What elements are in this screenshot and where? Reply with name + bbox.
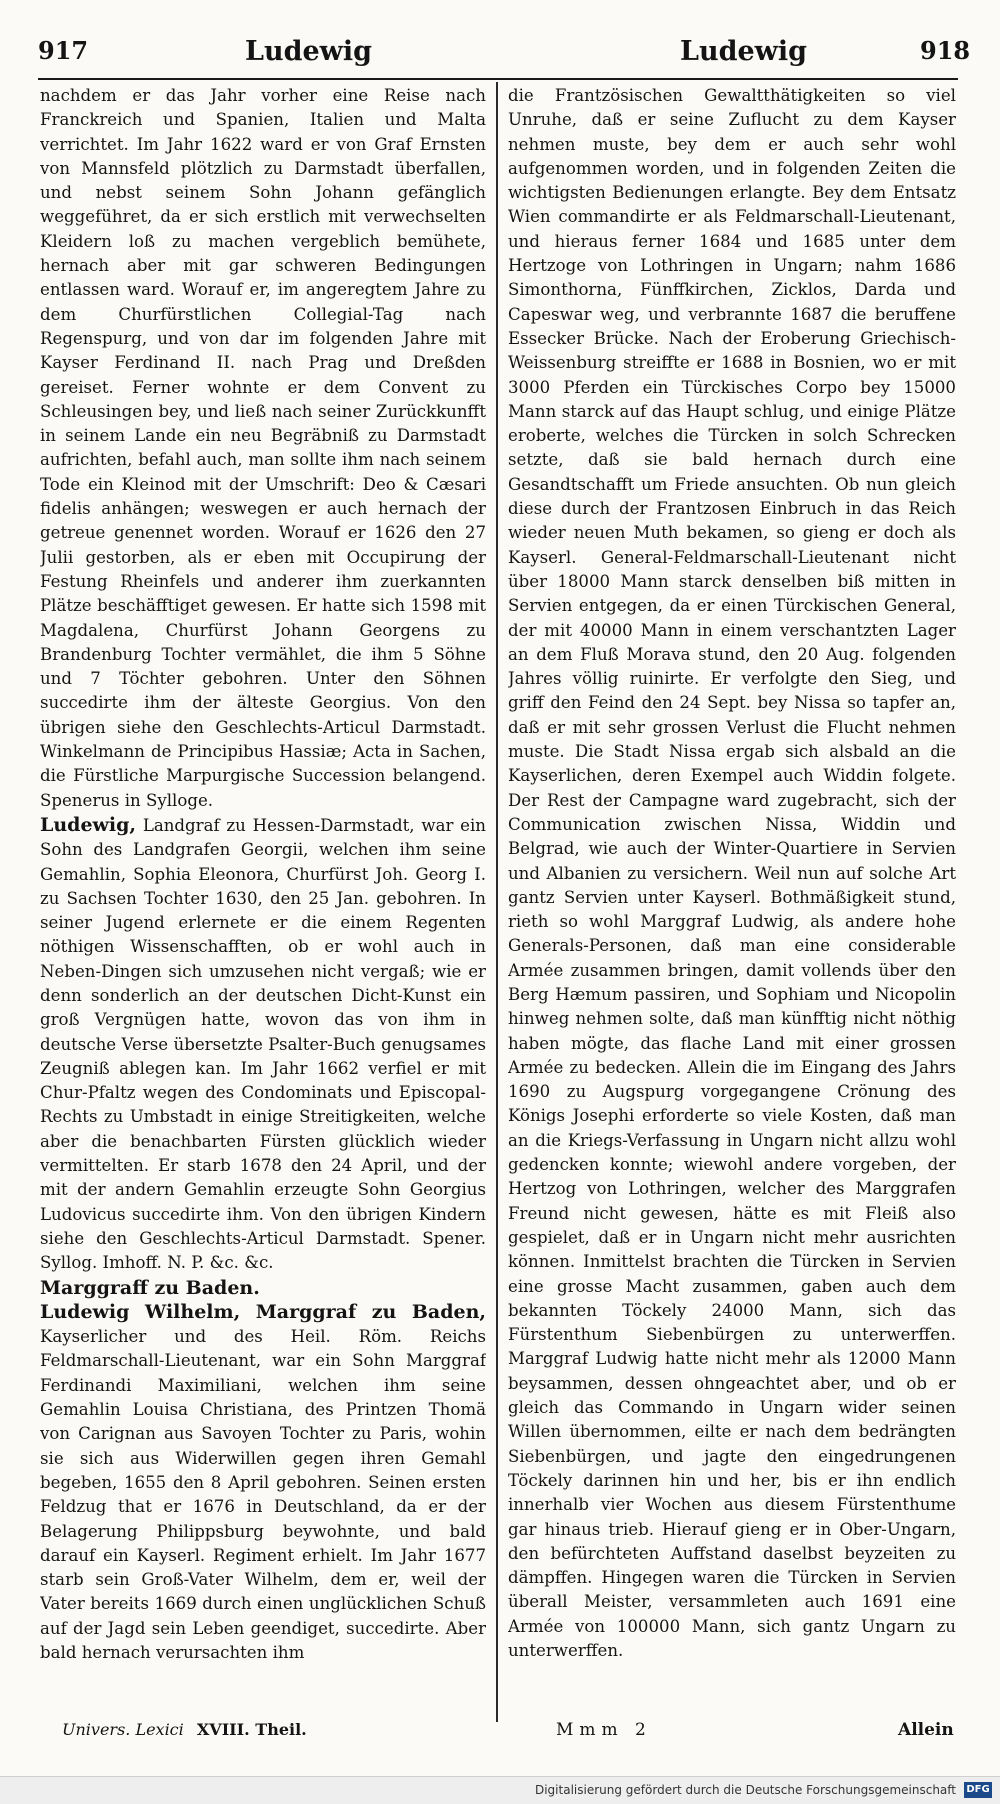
dfg-logo: DFG <box>964 1782 992 1798</box>
signature-volume: XVIII. Theil. <box>196 1720 307 1739</box>
right-text-column <box>508 84 956 1704</box>
right-page-number: 918 <box>920 36 971 65</box>
entry-ludewig-wilhelm-text: Kayserlicher und des Heil. Röm. Reichs Feldmarschall-Lieutenant, war ein Sohn Marggraf Ferdinandi Maximiliani, welchen ihm seine Gemahlin Louisa Christiana, des Printzen Thomä von Carignan aus Savoyen Tochter zu Paris, wohin sie sich aus Widerwillen gegen ihren Gemahl begeben, 1655 den 8 April gebohren. Seinen ersten Feldzug that er 1676 in Deutschland, da er der Belagerung Philippsburg beywohnte, und bald darauf ein Kayserl. Regiment erhielt. Im Jahr 1677 starb sein Groß-Vater Wilhelm, dem er, weil der Vater bereits 1669 durch einen unglücklichen Schuß auf der Jagd sein Leben geendiget, succedirte. Aber bald hernach verursachten ihm <box>40 1327 486 1662</box>
entry-ludewig-hessen-text: Landgraf zu Hessen-Darmstadt, war ein Sohn des Landgrafen Georgii, welchen ihm seine Gemahlin, Sophia Eleonora, Churfürst Joh. Georg I. zu Sachsen Tochter 1630, den 25 Jan. gebohren. In seiner Jugend erlernete er die einem Regenten nöthigen Wissenschafften, ob er wohl auch in Neben-Dingen sich umzusehen nicht vergaß; wie er denn sonderlich an der deutschen Dicht-Kunst ein groß Vergnügen hatte, wovon das von ihm in deutsche Verse übersetzte Psalter-Buch genugsames Zeugniß ablegen kan. Im Jahr 1662 verfiel er mit Chur-Pfaltz wegen des Condominats und Episcopal-Rechts zu Umbstadt in einige Streitigkeiten, welche aber die benachbarten Fürsten glücklich wieder vermittelten. Er starb 1678 den 24 April, und der mit der andern Gemahlin erzeugte Sohn Georgius Ludovicus succedirte ihm. Von den übrigen Kindern siehe den Geschlechts-Articul Darmstadt. Spener. Syllog. Imhoff. N. P. &c. &c. <box>40 815 486 1273</box>
digitization-notice: Digitalisierung gefördert durch die Deutsche Forschungsgemeinschaft <box>534 1783 956 1797</box>
catchword: Allein <box>898 1720 954 1740</box>
left-running-title: Ludewig <box>245 36 373 67</box>
section-heading-baden: Marggraff zu Baden. <box>40 1276 260 1299</box>
digitization-bar <box>0 1776 1000 1804</box>
signature-lexicon: Univers. Lexici <box>62 1720 184 1739</box>
entry-ludewig-wilhelm <box>40 1300 486 1665</box>
column-divider <box>496 82 498 1722</box>
right-running-title: Ludewig <box>680 36 808 67</box>
left-page-number: 917 <box>38 36 89 65</box>
left-text-column <box>40 84 486 1704</box>
left-paragraph-1: nachdem er das Jahr vorher eine Reise nach Franckreich und Spanien, Italien und Malta verrichtet. Im Jahr 1622 ward er von Graf Ernsten von Mannsfeld plötzlich zu Darmstadt überfallen, und nebst seinem Sohn Johann gefänglich weggeführet, da er sich erstlich mit verwechselten Kleidern loß zu machen vergeblich bemühete, hernach aber mit gar schweren Bedingungen entlassen ward. Worauf er, im angeregtem Jahre zu dem Churfürstlichen Collegial-Tag nach Regenspurg, und von dar im folgenden Jahre mit Kayser Ferdinand II. nach Prag und Dreßden gereiset. Ferner wohnte er dem Convent zu Schleusingen bey, und ließ nach seiner Zurückkunfft in seinem Lande ein neu Begräbniß zu Darmstadt aufrichten, befahl auch, man sollte ihm nach seinem Tode ein Kleinod mit der Umschrift: Deo & Cæsari fidelis anhängen; weswegen er auch hernach der getreue genennet worden. Worauf er 1626 den 27 Julii gestorben, als er eben mit Occupirung der Festung Rheinfels und anderer ihm zuerkannten Plätze beschäfftiget gewesen. Er hatte sich 1598 mit Magdalena, Churfürst Johann Georgens zu Brandenburg Tochter vermählet, die ihm 5 Söhne und 7 Töchter gebohren. Unter den Söhnen succedirte ihm der älteste Georgius. Von den übrigen siehe den Geschlechts-Articul Darmstadt. Winkelmann de Principibus Hassiæ; Acta in Sachen, die Fürstliche Marpurgische Succession belangend. Spenerus in Sylloge. <box>40 86 486 810</box>
lemma-ludewig-wilhelm: Ludewig Wilhelm, Marggraf zu Baden, <box>40 1300 486 1323</box>
header-rule <box>38 78 958 80</box>
entry-ludewig-hessen <box>40 813 486 1276</box>
signature-mark: Mmm 2 <box>556 1720 652 1740</box>
signature-line <box>62 1720 307 1739</box>
lemma-ludewig: Ludewig, <box>40 813 137 836</box>
right-paragraph-1: die Frantzösischen Gewaltthätigkeiten so viel Unruhe, daß er seine Zuflucht zu dem Kayser nehmen muste, bey dem er auch sehr wohl aufgenommen worden, und in folgenden Zeiten die wichtigsten Bedienungen erlangte. Bey dem Entsatz Wien commandirte er als Feldmarschall-Lieutenant, und hieraus ferner 1684 und 1685 unter dem Hertzoge von Lothringen in Ungarn; nahm 1686 Simonthorna, Fünffkirchen, Zicklos, Darda und Capeswar weg, und verbrannte 1687 die beruffene Essecker Brücke. Nach der Eroberung Griechisch-Weissenburg streiffte er 1688 in Bosnien, wo er mit 3000 Pferden ein Türckisches Corpo bey 15000 Mann starck auf das Haupt schlug, und einige Plätze eroberte, welches die Türcken in solch Schrecken setzte, daß sie bald hernach durch eine Gesandtschafft um Friede ansuchten. Ob nun gleich diese durch der Frantzosen Einbruch in das Reich wieder neuen Muth bekamen, so gieng er doch als Kayserl. General-Feldmarschall-Lieutenant nicht über 18000 Mann starck denselben biß mitten in Servien entgegen, da er einen Türckischen General, der mit 40000 Mann in einem verschantzten Lager an dem Fluß Morava stund, den 20 Aug. folgenden Jahres völlig ruinirte. Er verfolgte den Sieg, und griff den Feind den 24 Sept. bey Nissa so tapfer an, daß er mit sehr grossen Verlust die Flucht nehmen muste. Die Stadt Nissa ergab sich alsbald an die Kayserlichen, deren Exempel auch Widdin folgete. Der Rest der Campagne ward zugebracht, sich der Communication zwischen Nissa, Widdin und Belgrad, wie auch der Winter-Quartiere in Servien und Albanien zu versichern. Weil nun auf solche Art gantz Servien unter Kayserl. Bothmäßigkeit stund, rieth so wohl Marggraf Ludwig, als andere hohe Generals-Personen, daß man eine considerable Armée zusammen bringen, damit vollends über den Berg Hæmum passiren, und Sophiam und Nicopolin hinweg nehmen solte, daß man künfftig nicht nöthig haben mögte, das flache Land mit einer grossen Armée zu bedecken. Allein die im Eingang des Jahrs 1690 zu Augspurg vorgegangene Crönung des Königs Josephi erforderte so viele Kosten, daß man an die Kriegs-Verfassung in Ungarn nicht allzu wohl gedencken konnte; wiewohl andere vorgeben, der Hertzog von Lothringen, welcher des Marggrafen Freund nicht gewesen, hätte es mit Fleiß also gespielet, daß er in Ungarn nicht mehr ausrichten können. Inmittelst brachten die Türcken in Servien eine grosse Macht zusammen, gaben auch dem bekannten Töckely 24000 Mann, sich das Fürstenthum Siebenbürgen zu unterwerffen. Marggraf Ludwig hatte nicht mehr als 12000 Mann beysammen, dessen ohngeachtet aber, und ob er gleich das Commando in Ungarn wider seinen Willen übernommen, eilte er nach dem bedrängten Siebenbürgen, und jagte den eingedrungenen Töckely darinnen hin und her, bis er ihn endlich innerhalb vier Wochen aus diesem Fürstenthume gar hinaus trieb. Hierauf gieng er in Ober-Ungarn, den befürchteten Auffstand daselbst beyzeiten zu dämpffen. Hingegen waren die Türcken in Servien überall Meister, versammleten auch 1691 eine Armée von 100000 Mann, sich gantz Ungarn zu unterwerffen. <box>508 86 956 1660</box>
